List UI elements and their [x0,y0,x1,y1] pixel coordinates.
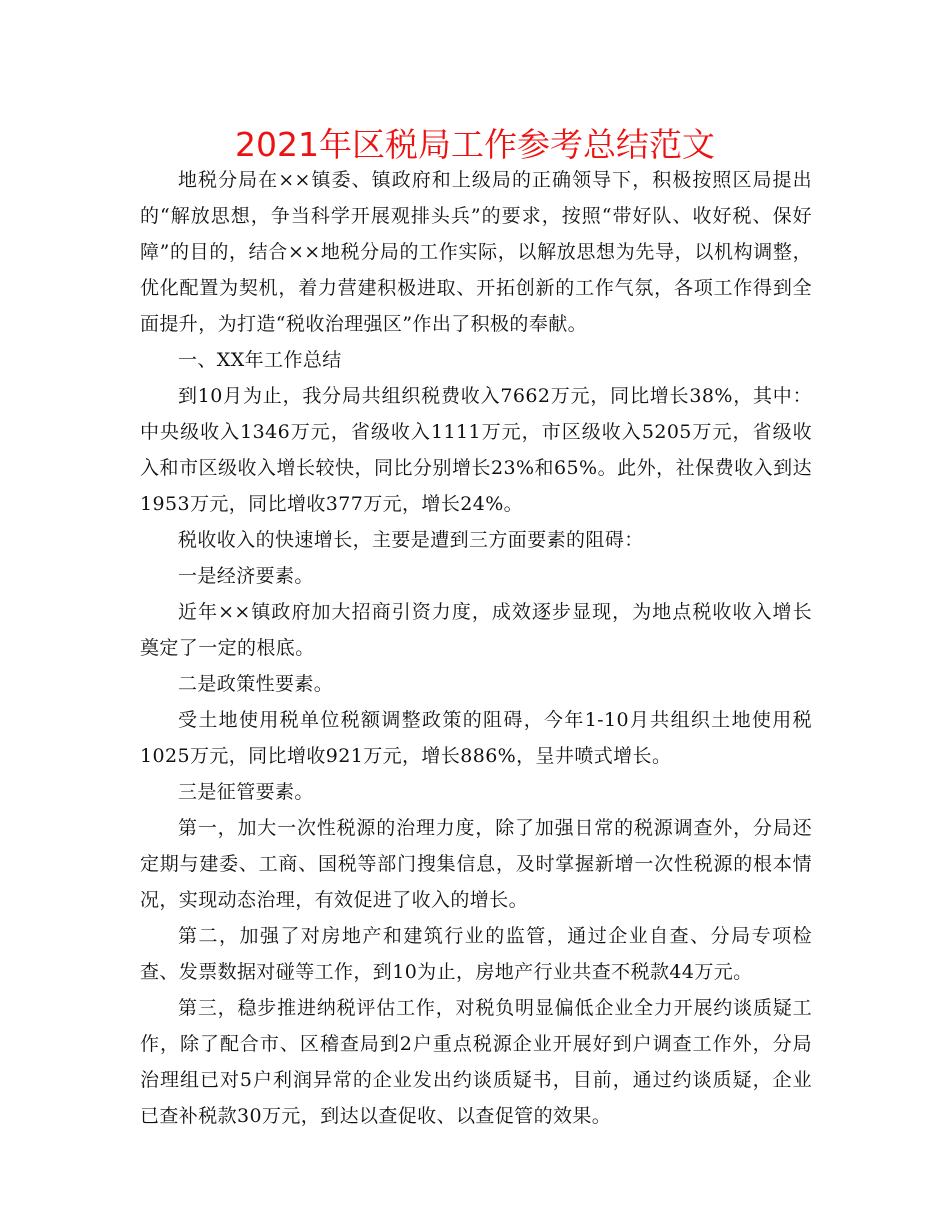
document-body [140,162,812,1134]
paragraph-economic: 近年××镇政府加大招商引资力度，成效逐步显现，为地点税收收入增长奠定了一定的根底。 [140,601,812,659]
paragraph-management-third: 第三，稳步推进纳税评估工作，对税负明显偏低企业全力开展约谈质疑工作，除了配合市、区稽查局到2户重点税源企业开展好到户调查工作外，分局治理组已对5户利润异常的企业发出约谈质疑书，目前，通过约谈质疑，企业已查补税款30万元，到达以查促收、以查促管的效果。 [140,997,812,1127]
paragraph-management-second: 第二，加强了对房地产和建筑行业的监管，通过企业自查、分局专项检查、发票数据对碰等工作，到10为止，房地产行业共查不税款44万元。 [140,925,812,983]
paragraph-policy: 受土地使用税单位税额调整政策的阻碍，今年1-10月共组织土地使用税1025万元，同比增收921万元，增长886%，呈井喷式增长。 [140,709,812,767]
paragraph-factors-intro: 税收收入的快速增长，主要是遭到三方面要素的阻碍： [178,529,644,551]
section-heading-summary: 一、XX年工作总结 [178,349,342,371]
paragraph-revenue: 到10月为止，我分局共组织税费收入7662万元，同比增长38%，其中：中央级收入1346万元，省级收入1111万元，市区级收入5205万元，省级收入和市区级收入增长较快，同比分别增长23%和65%。此外，社保费收入到达1953万元，同比增收377万元，增长24%。 [140,385,812,515]
factor-heading-economic: 一是经济要素。 [178,565,314,587]
paragraph-management-first: 第一，加大一次性税源的治理力度，除了加强日常的税源调查外，分局还定期与建委、工商、国税等部门搜集信息，及时掌握新增一次性税源的根本情况，实现动态治理，有效促进了收入的增长。 [140,817,812,911]
document-title: 2021年区税局工作参考总结范文 [235,125,715,164]
factor-heading-policy: 二是政策性要素。 [178,673,334,695]
paragraph-intro: 地税分局在××镇委、镇政府和上级局的正确领导下，积极按照区局提出的“解放思想，争当科学开展观排头兵”的要求，按照“带好队、收好税、保好障”的目的，结合××地税分局的工作实际，以解放思想为先导，以机构调整，优化配置为契机，着力营建积极进取、开拓创新的工作气氛，各项工作得到全面提升，为打造“税收治理强区”作出了积极的奉献。 [140,169,812,335]
factor-heading-management: 三是征管要素。 [178,781,314,803]
